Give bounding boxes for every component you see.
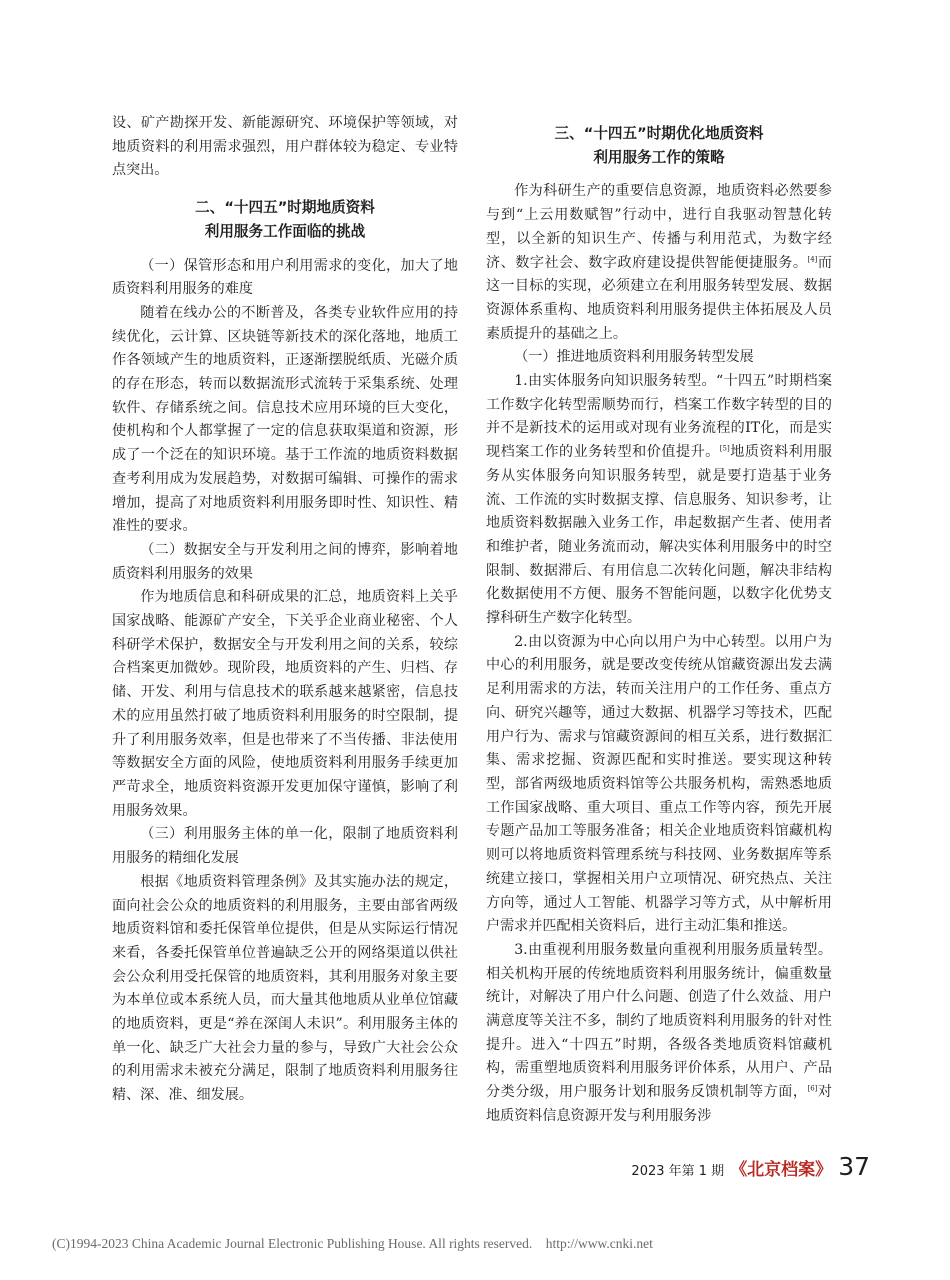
- page-footer: [631, 1152, 870, 1181]
- body-paragraph: 根据《地质资料管理条例》及其实施办法的规定，面向社会公众的地质资料的利用服务，主要由部省两级地质资料馆和委托保管单位提供，但是从实际运行情况来看，各委托保管单位普遍缺乏公开的网络渠道以供社会公众利用受托保管的地质资料，其利用服务对象主要为本单位或本系统人员，而大量其他地质从业单位馆藏的地质资料，更是“养在深闺人未识”。利用服务主体的单一化、缺乏广大社会力量的参与，导致广大社会公众的利用需求未被充分满足，限制了地质资料利用服务往精、深、准、细发展。: [112, 873, 458, 1104]
- numbered-paragraph: 2.由以资源为中心向以用户为中心转型。以用户为中心的利用服务，就是要改变传统从馆藏资源出发去满足利用需求的方法，转而关注用户的工作任务、重点方向、研究兴趣等，通过大数据、机器学习等技术，匹配用户行为、需求与馆藏资源间的相互关系，进行数据汇集、需求挖掘、资源匹配和实时推送。要实现这种转型，部省两级地质资料馆等公共服务机构，需熟悉地质工作国家战略、重大项目、重点工作等内容，预先开展专题产品加工等服务准备；相关企业地质资料馆藏机构则可以将地质资料管理系统与科技网、业务数据库等系统建立接口，掌握相关用户立项情况、研究热点、关注方向等，通过人工智能、机器学习等方式，从中解析用户需求并匹配相关资料后，进行主动汇集和推送。: [486, 633, 832, 935]
- left-column: [112, 112, 458, 1108]
- citation-ref: [4]: [807, 254, 818, 263]
- journal-name: 《北京档案》: [730, 1160, 833, 1180]
- subsection-heading: （一）推进地质资料利用服务转型发展: [514, 349, 754, 366]
- issue-label: 2023 年第 1 期: [631, 1164, 725, 1179]
- text-span: 对地质资料信息资源开发与利用服务涉: [486, 1084, 833, 1124]
- body-paragraph: 随着在线办公的不断普及，各类专业软件应用的持续优化，云计算、区块链等新技术的深化落地，地质工作各领域产生的地质资料，正逐渐摆脱纸质、光磁介质的存在形态，转而以数据流形式流转于采集系统、处理软件、存储系统之间。信息技术应用环境的巨大变化，使机构和个人都掌握了一定的信息获取渠道和资源，形成了一个泛在的知识环境。基于工作流的地质资料数据查考利用成为发展趋势，对数据可编辑、可操作的需求增加，提高了对地质资料利用服务即时性、知识性、精准性的要求。: [112, 304, 458, 535]
- text-span: 而这一目标的实现，必须建立在利用服务转型发展、数据资源体系重构、地质资料利用服务提供主体拓展及人员素质提升的基础之上。: [486, 254, 833, 342]
- copyright-line: (C)1994-2023 China Academic Journal Electronic Publishing House. All rights reserved. http://www.cnki.net: [52, 1236, 653, 1251]
- subsection-heading: （一）保管形态和用户利用需求的变化，加大了地质资料利用服务的难度: [112, 257, 458, 298]
- citation-ref: [6]: [807, 1084, 818, 1093]
- right-column: [486, 112, 832, 1129]
- text-span: 1.由实体服务向知识服务转型。“十四五”时期档案工作数字化转型需顺势而行，档案工作数字转型的目的并不是新技术的运用或对现有业务流程的IT化，而是实现档案工作的业务转型和价值提升。: [486, 373, 832, 461]
- numbered-paragraph: [486, 370, 832, 631]
- numbered-paragraph: [486, 939, 832, 1129]
- section-3-title-line-1: 三、“十四五”时期优化地质资料: [554, 125, 764, 142]
- intro-tail-paragraph: 设、矿产勘探开发、新能源研究、环境保护等领域，对地质资料的利用需求强烈，用户群体较为稳定、专业特点突出。: [112, 115, 458, 179]
- page-number: 37: [838, 1152, 870, 1181]
- text-span: 作为科研生产的重要信息资源，地质资料必然要参与到“上云用数赋智”行动中，进行自我驱动智慧化转型，以全新的知识生产、传播与利用范式，为数字经济、数字社会、数字政府建设提供智能便捷服务。: [486, 183, 832, 271]
- citation-ref: [5]: [719, 444, 730, 453]
- section-2-heading: [112, 196, 458, 243]
- subsection-heading: （三）利用服务主体的单一化，限制了地质资料利用服务的精细化发展: [112, 826, 458, 867]
- section-2-title-line-1: 二、“十四五”时期地质资料: [195, 199, 375, 217]
- body-paragraph: [486, 180, 832, 346]
- section-3-title-line-2: 利用服务工作的策略: [593, 148, 725, 166]
- section-3-heading: [486, 122, 832, 169]
- body-paragraph: 作为地质信息和科研成果的汇总，地质资料上关乎国家战略、能源矿产安全，下关乎企业商业秘密、个人科研学术保护，数据安全与开发利用之间的关系，较综合档案更加微妙。现阶段，地质资料的产生、归档、存储、开发、利用与信息技术的联系越来越紧密，信息技术的应用虽然打破了地质资料利用服务的时空限制，提升了利用服务效率，但是也带来了不当传播、非法使用等数据安全方面的风险，使地质资料利用服务手续更加严苛求全，地质资料资源开发更加保守谨慎，影响了利用服务效果。: [112, 589, 458, 819]
- subsection-heading: （二）数据安全与开发利用之间的博弈，影响着地质资料利用服务的效果: [112, 541, 458, 582]
- section-2-title-line-2: 利用服务工作面临的挑战: [204, 222, 366, 240]
- text-span: 地质资料利用服务从实体服务向知识服务转型，就是要打造基于业务流、工作流的实时数据支撑、信息服务、知识参考，让地质资料数据融入业务工作，串起数据产生者、使用者和维护者，随业务流而动，解决实体利用服务中的时空限制、数据滞后、有用信息二次转化问题，解决非结构化数据使用不方便、服务不智能问题，以数字化优势支撑科研生产数字化转型。: [486, 444, 833, 627]
- text-span: 3.由重视利用服务数量向重视利用服务质量转型。相关机构开展的传统地质资料利用服务统计，偏重数量统计，对解决了用户什么问题、创造了什么效益、用户满意度等关注不多，制约了地质资料利用服务的针对性提升。进入“十四五”时期，各级各类地质资料馆藏机构，需重塑地质资料利用服务评价体系，从用户、产品分类分级，用户服务计划和服务反馈机制等方面，: [486, 941, 832, 1101]
